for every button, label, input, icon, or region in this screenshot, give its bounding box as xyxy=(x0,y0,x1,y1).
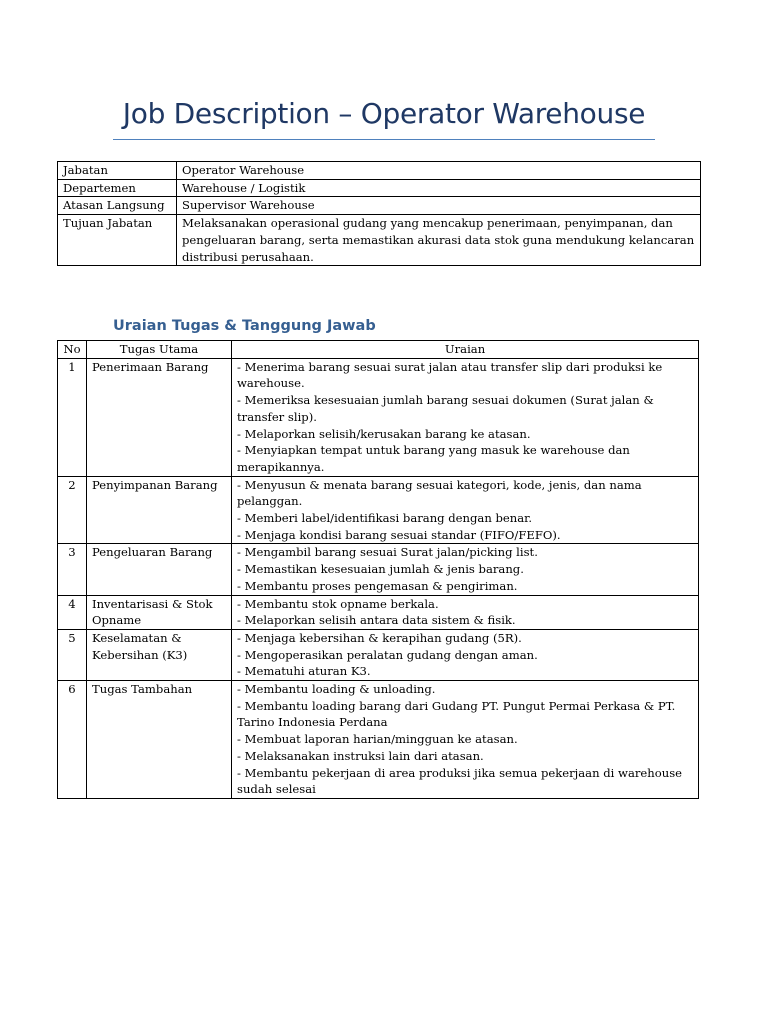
task-detail-line: - Membantu pekerjaan di area produksi jika semua pekerjaan di warehouse sudah selesai xyxy=(237,765,683,797)
task-table xyxy=(57,340,699,799)
info-row xyxy=(58,197,701,215)
task-detail-line: - Menyiapkan tempat untuk barang yang masuk ke warehouse dan merapikannya. xyxy=(237,443,630,474)
task-number: 6 xyxy=(58,681,87,799)
task-detail-line: - Menjaga kondisi barang sesuai standar (FIFO/FEFO). xyxy=(237,527,561,542)
task-detail-line: - Membantu loading barang dari Gudang PT. Pungut Permai Perkasa & PT. Tarino Indonesia Perdana xyxy=(237,698,676,730)
task-description xyxy=(232,681,699,799)
task-detail-line: - Memberi label/identifikasi barang dengan benar. xyxy=(237,511,533,526)
task-row xyxy=(58,595,699,629)
task-detail-line: - Melaporkan selisih/kerusakan barang ke atasan. xyxy=(237,426,531,441)
info-value: Melaksanakan operasional gudang yang mencakup penerimaan, penyimpanan, dan pengeluaran barang, serta memastikan akurasi data stok guna mendukung kelancaran distribusi perusahaan. xyxy=(177,215,701,266)
task-detail-line: - Menyusun & menata barang sesuai kategori, kode, jenis, dan nama pelanggan. xyxy=(237,477,642,509)
task-detail-line: - Memeriksa kesesuaian jumlah barang sesuai dokumen (Surat jalan & transfer slip). xyxy=(237,393,654,424)
task-main: Penyimpanan Barang xyxy=(87,476,232,544)
task-description xyxy=(232,358,699,476)
task-row xyxy=(58,476,699,544)
task-detail-line: - Melaporkan selisih antara data sistem & fisik. xyxy=(237,613,516,628)
task-detail-line: - Menerima barang sesuai surat jalan atau transfer slip dari produksi ke warehouse. xyxy=(237,359,663,391)
task-row xyxy=(58,544,699,595)
header-description: Uraian xyxy=(232,341,699,359)
section-title: Uraian Tugas & Tanggung Jawab xyxy=(113,318,376,334)
task-main: Penerimaan Barang xyxy=(87,358,232,476)
info-value: Warehouse / Logistik xyxy=(177,179,701,197)
task-table-body xyxy=(58,358,699,798)
task-number: 3 xyxy=(58,544,87,595)
task-number: 1 xyxy=(58,358,87,476)
task-detail-line: - Membantu proses pengemasan & pengiriman. xyxy=(237,578,518,593)
info-key: Atasan Langsung xyxy=(58,197,177,215)
task-number: 5 xyxy=(58,629,87,680)
task-row xyxy=(58,629,699,680)
page-title: Job Description – Operator Warehouse xyxy=(122,97,646,130)
task-number: 2 xyxy=(58,476,87,544)
header-no: No xyxy=(58,341,87,359)
title-underline xyxy=(113,139,655,140)
task-detail-line: - Membantu stok opname berkala. xyxy=(237,596,439,611)
task-description xyxy=(232,595,699,629)
task-description xyxy=(232,476,699,544)
task-detail-line: - Mengambil barang sesuai Surat jalan/picking list. xyxy=(237,545,538,560)
task-detail-line: - Menjaga kebersihan & kerapihan gudang (5R). xyxy=(237,630,522,645)
info-key: Tujuan Jabatan xyxy=(58,215,177,266)
task-detail-line: - Memastikan kesesuaian jumlah & jenis barang. xyxy=(237,562,524,577)
info-key: Jabatan xyxy=(58,162,177,180)
task-detail-line: - Mematuhi aturan K3. xyxy=(237,664,371,679)
task-number: 4 xyxy=(58,595,87,629)
info-value: Operator Warehouse xyxy=(177,162,701,180)
task-description xyxy=(232,629,699,680)
task-main: Pengeluaran Barang xyxy=(87,544,232,595)
job-info-table xyxy=(57,161,701,266)
task-row xyxy=(58,681,699,799)
task-detail-line: - Membuat laporan harian/mingguan ke atasan. xyxy=(237,732,518,747)
task-row xyxy=(58,358,699,476)
task-detail-line: - Melaksanakan instruksi lain dari atasan. xyxy=(237,748,484,763)
task-main: Tugas Tambahan xyxy=(87,681,232,799)
info-row xyxy=(58,162,701,180)
info-row xyxy=(58,179,701,197)
task-main: Inventarisasi & Stok Opname xyxy=(87,595,232,629)
info-row xyxy=(58,215,701,266)
task-header-row xyxy=(58,341,699,359)
task-detail-line: - Membantu loading & unloading. xyxy=(237,682,436,697)
task-detail-line: - Mengoperasikan peralatan gudang dengan aman. xyxy=(237,647,538,662)
info-key: Departemen xyxy=(58,179,177,197)
task-main: Keselamatan & Kebersihan (K3) xyxy=(87,629,232,680)
info-value: Supervisor Warehouse xyxy=(177,197,701,215)
header-main-task: Tugas Utama xyxy=(87,341,232,359)
task-description xyxy=(232,544,699,595)
